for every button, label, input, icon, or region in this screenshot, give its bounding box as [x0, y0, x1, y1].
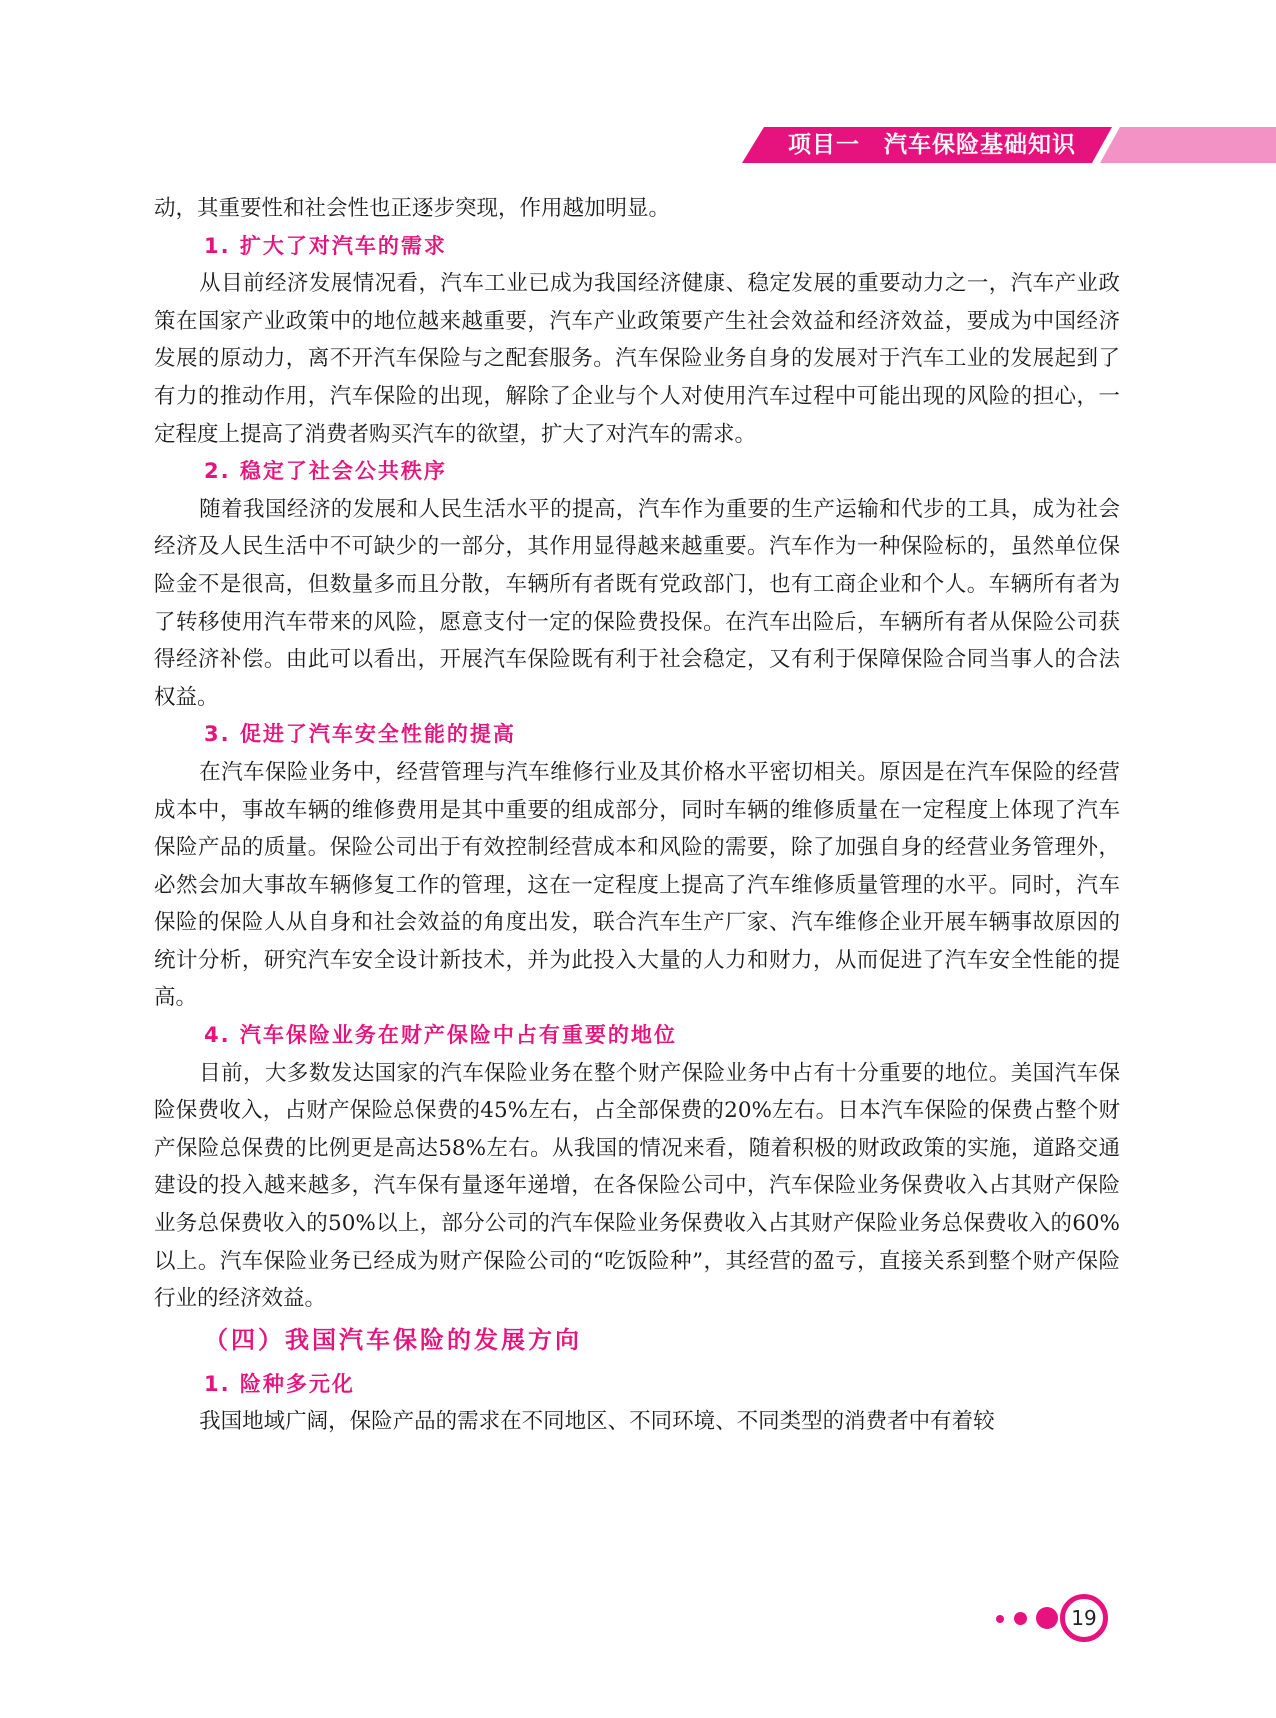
section-heading-1: 1. 扩大了对汽车的需求	[204, 233, 447, 258]
chapter-subsection-heading: （四）我国汽车保险的发展方向	[204, 1325, 582, 1354]
paragraph-2: 随着我国经济的发展和人民生活水平的提高，汽车作为重要的生产运输和代步的工具，成为社会经济及人民生活中不可缺少的一部分，其作用显得越来越重要。汽车作为一种保险标的，虽然单位保险金不是很高，但数量多而且分散，车辆所有者既有党政部门，也有工商企业和个人。车辆所有者为了转移使用汽车带来的风险，愿意支付一定的保险费投保。在汽车出险后，车辆所有者从保险公司获得经济补偿。由此可以看出，开展汽车保险既有利于社会稳定，又有利于保障保险合同当事人的合法权益。	[154, 496, 1120, 710]
section-heading-4: 4. 汽车保险业务在财产保险中占有重要的地位	[204, 1023, 677, 1048]
decor-dot-medium	[1014, 1612, 1027, 1625]
decor-dot-small	[996, 1615, 1004, 1623]
section-heading-diversification: 1. 险种多元化	[204, 1371, 355, 1396]
paragraph-3: 在汽车保险业务中，经营管理与汽车维修行业及其价格水平密切相关。原因是在汽车保险的经营成本中，事故车辆的维修费用是其中重要的组成部分，同时车辆的维修质量在一定程度上体现了汽车保险产品的质量。保险公司出于有效控制经营成本和风险的需要，除了加强自身的经营业务管理外，必然会加大事故车辆修复工作的管理，这在一定程度上提高了汽车维修质量管理的水平。同时，汽车保险的保险人从自身和社会效益的角度出发，联合汽车生产厂家、汽车维修企业开展车辆事故原因的统计分析，研究汽车安全设计新技术，并为此投入大量的人力和财力，从而促进了汽车安全性能的提高。	[154, 759, 1120, 1011]
page-body	[154, 190, 1120, 1441]
decor-dot-large	[1036, 1607, 1058, 1629]
chapter-title: 项目一 汽车保险基础知识	[788, 132, 1076, 158]
chapter-header	[742, 127, 1276, 163]
section-heading-2: 2. 稳定了社会公共秩序	[204, 459, 447, 484]
page-indicator	[990, 1592, 1130, 1652]
paragraph-4: 目前，大多数发达国家的汽车保险业务在整个财产保险业务中占有十分重要的地位。美国汽车保险保费收入，占财产保险总保费的45%左右，占全部保费的20%左右。日本汽车保险的保费占整个财产保险总保费的比例更是高达58%左右。从我国的情况来看，随着积极的财政政策的实施，道路交通建设的投入越来越多，汽车保有量逐年递增，在各保险公司中，汽车保险业务保费收入占其财产保险业务总保费收入的50%以上，部分公司的汽车保险业务保费收入占其财产保险业务总保费收入的60%以上。汽车保险业务已经成为财产保险公司的“吃饭险种”，其经营的盈亏，直接关系到整个财产保险行业的经济效益。	[154, 1060, 1120, 1312]
paragraph-continuation: 动，其重要性和社会性也正逐步突现，作用越加明显。	[154, 196, 671, 221]
paragraph-1: 从目前经济发展情况看，汽车工业已成为我国经济健康、稳定发展的重要动力之一，汽车产业政策在国家产业政策中的地位越来越重要，汽车产业政策要产生社会效益和经济效益，要成为中国经济发展的原动力，离不开汽车保险与之配套服务。汽车保险业务自身的发展对于汽车工业的发展起到了有力的推动作用，汽车保险的出现，解除了企业与个人对使用汽车过程中可能出现的风险的担心，一定程度上提高了消费者购买汽车的欲望，扩大了对汽车的需求。	[154, 271, 1120, 447]
section-heading-3: 3. 促进了汽车安全性能的提高	[204, 722, 516, 747]
page-number: 19	[1060, 1594, 1108, 1642]
paragraph-diversification: 我国地域广阔，保险产品的需求在不同地区、不同环境、不同类型的消费者中有着较	[199, 1409, 995, 1435]
